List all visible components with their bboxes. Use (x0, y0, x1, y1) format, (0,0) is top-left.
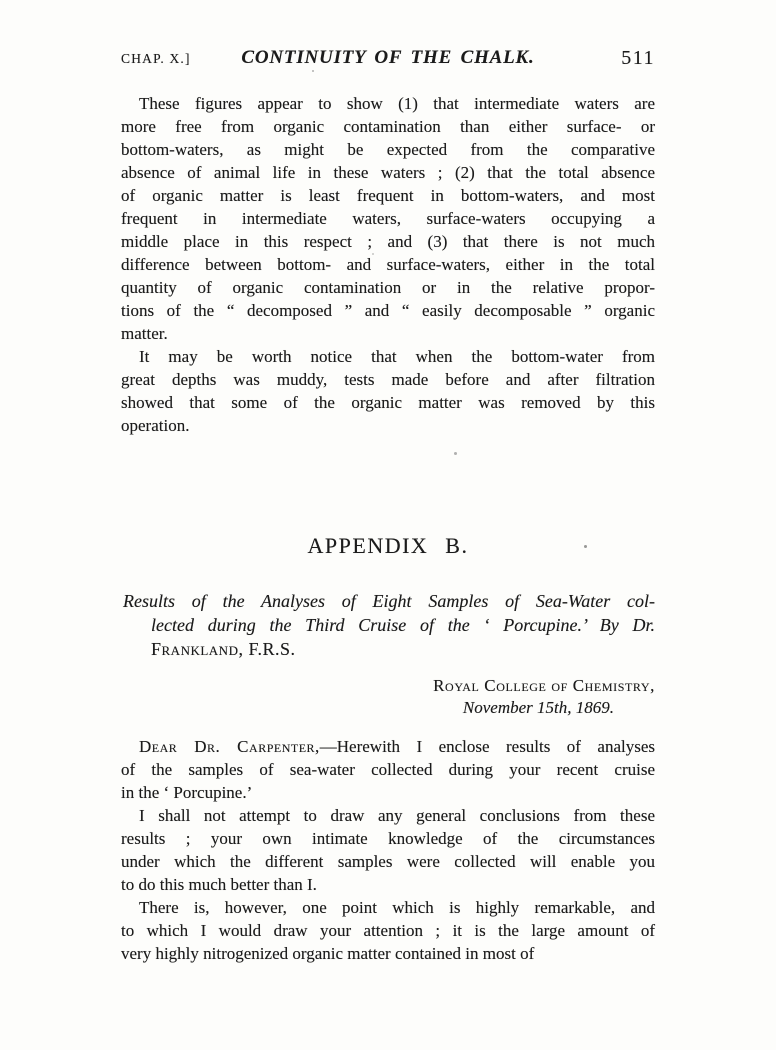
page-number: 511 (621, 47, 655, 69)
text-line: These figures appear to show (1) that intermediate waters are (139, 94, 655, 113)
scan-speck (454, 452, 457, 455)
appendix-subtitle (121, 589, 655, 661)
scan-speck (372, 253, 374, 255)
text-line: more free from organic contamination than either surface- or (121, 117, 655, 136)
address-institution: Royal College of Chemistry, (433, 676, 655, 695)
text-line: tions of the “ decomposed ” and “ easily decomposable ” organic (121, 301, 655, 320)
text-line: operation. (121, 416, 190, 435)
text-line: in the ‘ Porcupine.’ (121, 783, 253, 802)
running-title: CONTINUITY OF THE CHALK. (241, 47, 535, 68)
text-line: I shall not attempt to draw any general conclusions from these (139, 806, 655, 825)
letter-paragraph-1 (121, 735, 655, 804)
text-line: to which I would draw your attention ; it is the large amount of (121, 921, 655, 940)
chapter-label: CHAP. X.] (121, 51, 191, 66)
text-line: frequent in intermediate waters, surface-waters occupying a (121, 209, 655, 228)
text-line: lected during the Third Cruise of the ‘ Porcupine.’ By Dr. (151, 615, 655, 635)
letter-paragraph-3 (121, 896, 655, 965)
text-line: matter. (121, 324, 168, 343)
text-column (121, 46, 655, 965)
text-line: absence of animal life in these waters ; (2) that the total absence (121, 163, 655, 182)
letter-paragraph-2 (121, 804, 655, 896)
text-line: difference between bottom- and surface-waters, either in the total (121, 255, 655, 274)
scan-speck (312, 70, 314, 72)
address-date: November 15th, 1869. (462, 698, 614, 717)
text-line: quantity of organic contamination or in the relative propor- (121, 278, 655, 297)
text-line: under which the different samples were collected will enable you (121, 852, 655, 871)
text-line: middle place in this respect ; and (3) that there is not much (121, 232, 655, 251)
text-line: bottom-waters, as might be expected from the comparative (121, 140, 655, 159)
text-line: to do this much better than I. (121, 875, 317, 894)
salutation: Dear Dr. Carpenter, (139, 737, 320, 756)
text-line: There is, however, one point which is highly remarkable, and (139, 898, 655, 917)
text-line: Results of the Analyses of Eight Samples of Sea-Water col- (123, 591, 655, 611)
letter-address-block (121, 675, 655, 719)
author-name: Frankland, F.R.S. (151, 639, 296, 659)
intro-paragraph-1 (121, 92, 655, 345)
text-line: of the samples of sea-water collected during your recent cruise (121, 760, 655, 779)
text-line: showed that some of the organic matter was removed by this (121, 393, 655, 412)
appendix-heading: APPENDIX B. (307, 533, 469, 558)
intro-paragraph-2 (121, 345, 655, 437)
scan-speck (584, 545, 587, 548)
salutation-rest: —Herewith I enclose results of analyses (319, 737, 655, 756)
text-line (121, 735, 655, 758)
text-line: results ; your own intimate knowledge of the circumstances (121, 829, 655, 848)
text-line: of organic matter is least frequent in bottom-waters, and most (121, 186, 655, 205)
running-head (121, 46, 655, 70)
text-line: very highly nitrogenized organic matter contained in most of (121, 944, 535, 963)
text-line: It may be worth notice that when the bottom-water from (139, 347, 655, 366)
text-line: great depths was muddy, tests made before and after filtration (121, 370, 655, 389)
